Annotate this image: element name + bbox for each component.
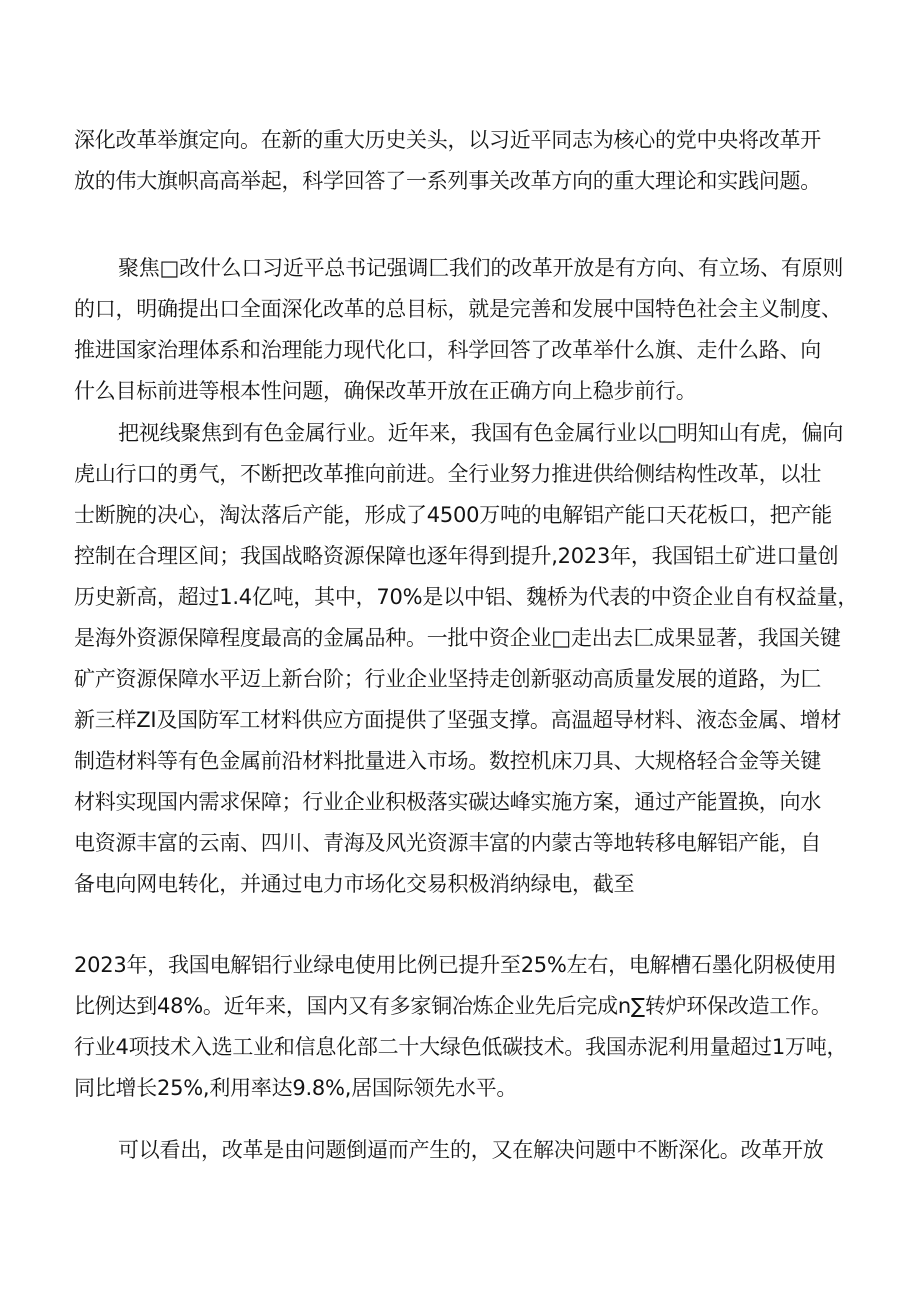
text-line: 可以看出，改革是由问题倒逼而产生的，又在解决问题中不断深化。改革开放 xyxy=(118,1138,824,1162)
text-line: 是海外资源保障程度最高的金属品种。一批中资企业□走出去匚成果显著，我国关键 xyxy=(74,626,841,650)
text-line: 聚焦□改什么口习近平总书记强调匚我们的改革开放是有方向、有立场、有原则 xyxy=(118,256,844,280)
paragraph-5 xyxy=(74,1130,864,1171)
text-line: 放的伟大旗帜高高举起，科学回答了一系列事关改革方向的重大理论和实践问题。 xyxy=(74,169,821,193)
text-line: 新三样ZI及国防军工材料供应方面提供了坚强支撑。高温超导材料、液态金属、增材 xyxy=(74,708,842,732)
text-line: 电资源丰富的云南、四川、青海及风光资源丰富的内蒙古等地转移电解铝产能，自 xyxy=(74,831,821,855)
text-line: 深化改革举旗定向。在新的重大历史关头，以习近平同志为核心的党中央将改革开 xyxy=(74,128,821,152)
text-line: 什么目标前进等根本性问题，确保改革开放在正确方向上稳步前行。 xyxy=(74,379,697,403)
text-line: 把视线聚焦到有色金属行业。近年来，我国有色金属行业以□明知山有虎，偏向 xyxy=(118,421,844,445)
paragraph-4 xyxy=(74,945,864,1109)
paragraph-3 xyxy=(74,413,864,905)
text-line: 的口，明确提出口全面深化改革的总目标，就是完善和发展中国特色社会主义制度、 xyxy=(74,297,842,321)
text-line: 历史新高，超过1.4亿吨，其中，70%是以中铝、魏桥为代表的中资企业自有权益量， xyxy=(74,585,859,609)
text-line: 比例达到48%。近年来，国内又有多家铜冶炼企业先后完成n∑转炉环保改造工作。 xyxy=(74,994,832,1018)
paragraph-2 xyxy=(74,248,864,412)
text-line: 控制在合理区间；我国战略资源保障也逐年得到提升,2023年，我国铝土矿进口量创 xyxy=(74,544,839,568)
text-line: 虎山行口的勇气，不断把改革推向前进。全行业努力推进供给侧结构性改革，以壮 xyxy=(74,462,821,486)
text-line: 矿产资源保障水平迈上新台阶；行业企业坚持走创新驱动高质量发展的道路，为匚 xyxy=(74,667,821,691)
text-line: 推进国家治理体系和治理能力现代化口，科学回答了改革举什么旗、走什么路、向 xyxy=(74,338,821,362)
text-line: 同比增长25%,利用率达9.8%,居国际领先水平。 xyxy=(74,1076,518,1100)
text-line: 行业4项技术入选工业和信息化部二十大绿色低碳技术。我国赤泥利用量超过1万吨， xyxy=(74,1035,848,1059)
text-line: 士断腕的决心，淘汰落后产能，形成了4500万吨的电解铝产能口天花板口，把产能 xyxy=(74,503,832,527)
text-line: 制造材料等有色金属前沿材料批量进入市场。数控机床刀具、大规格轻合金等关键 xyxy=(74,749,821,773)
text-line: 2023年，我国电解铝行业绿电使用比例已提升至25%左右，电解槽石墨化阴极使用 xyxy=(74,953,837,977)
text-line: 材料实现国内需求保障；行业企业积极落实碳达峰实施方案，通过产能置换，向水 xyxy=(74,790,821,814)
paragraph-1 xyxy=(74,120,864,202)
text-line: 备电向网电转化，并通过电力市场化交易积极消纳绿电，截至 xyxy=(74,872,635,896)
